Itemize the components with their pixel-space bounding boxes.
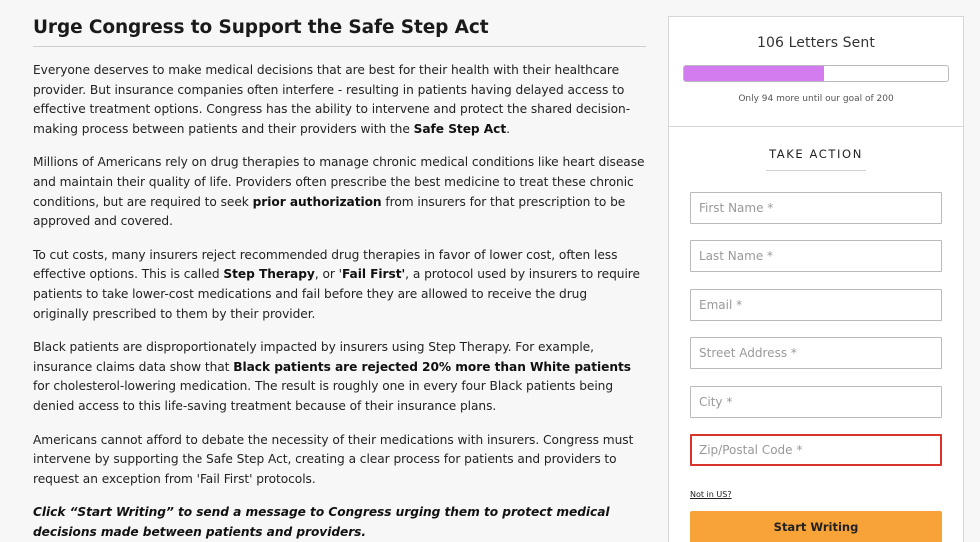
progress-bar-fill	[684, 66, 824, 81]
paragraph-5: Americans cannot afford to debate the necessity of their medications with insurers. Congress must intervene by supporting the Safe Step Act, creating a clear process for patients and providers to request an exception from 'Fail First' protocols.	[33, 432, 634, 486]
email-field[interactable]: Email *	[690, 289, 942, 321]
city-field[interactable]: City *	[690, 386, 942, 418]
last-name-field[interactable]: Last Name *	[690, 240, 942, 272]
start-writing-button[interactable]: Start Writing	[690, 511, 942, 542]
not-in-us-link[interactable]: Not in US?	[690, 490, 732, 500]
take-action-heading: TAKE ACTION	[769, 147, 863, 161]
paragraph-text: .	[506, 121, 510, 136]
bold-text: Fail First'	[341, 267, 406, 282]
paragraph-text: To cut costs, many insurers reject recommended drug therapies in favor of lower cost, often less effective options. This is called	[33, 247, 618, 282]
paragraph-text: , a protocol used by insurers to require patients to take lower-cost medications and fail before they are allowed to receive the drug originally prescribed to them by their provider.	[33, 267, 640, 321]
progress-bar	[683, 65, 949, 82]
letters-counter	[669, 17, 963, 127]
paragraph-text: , or '	[314, 267, 342, 282]
bold-text: prior authorization	[252, 194, 382, 209]
letters-sent-count: 106 Letters Sent	[757, 35, 875, 51]
paragraph-text: Millions of Americans rely on drug therapies to manage chronic medical conditions like heart disease and maintain their quality of life. Providers often prescribe the best medicine to treat these chronic conditions, but are required to seek	[33, 155, 645, 209]
paragraph-text: for cholesterol-lowering medication. The result is roughly one in every four Black patients being denied access to this life-saving treatment because of their insurance plans.	[33, 379, 614, 413]
letter-form	[690, 192, 942, 542]
bold-text: Step Therapy	[223, 267, 315, 282]
paragraph-text: Everyone deserves to make medical decisions that are best for their health with their healthcare provider. But insurance companies often interfere - resulting in patients having delayed access to effective treatment options. Congress has the ability to intervene and protect the shared decision-making process between patients and their providers with the	[33, 63, 631, 136]
divider	[766, 170, 866, 171]
paragraph-3	[33, 246, 646, 324]
article	[33, 14, 646, 542]
take-action-panel	[668, 16, 964, 542]
paragraph-text: Black patients are disproportionately impacted by insurers using Step Therapy. For example, insurance claims data show that	[33, 340, 594, 374]
goal-text: Only 94 more until our goal of 200	[738, 94, 894, 104]
bold-text: Safe Step Act	[413, 121, 507, 136]
bold-text: Black patients are rejected 20% more than White patients	[233, 359, 631, 374]
street-address-field[interactable]: Street Address *	[690, 337, 942, 369]
paragraph-4	[33, 338, 646, 416]
paragraph-text: from insurers for that prescription to be approved and covered.	[33, 194, 626, 229]
page-title: Urge Congress to Support the Safe Step Act	[33, 14, 646, 47]
paragraph-2	[33, 153, 646, 231]
first-name-field[interactable]: First Name *	[690, 192, 942, 224]
call-to-action-text: Click “Start Writing” to send a message to Congress urging them to protect medical decisions made between patients and providers.	[33, 505, 610, 539]
zip-code-field[interactable]: Zip/Postal Code *	[690, 434, 942, 466]
paragraph-1	[33, 61, 646, 139]
